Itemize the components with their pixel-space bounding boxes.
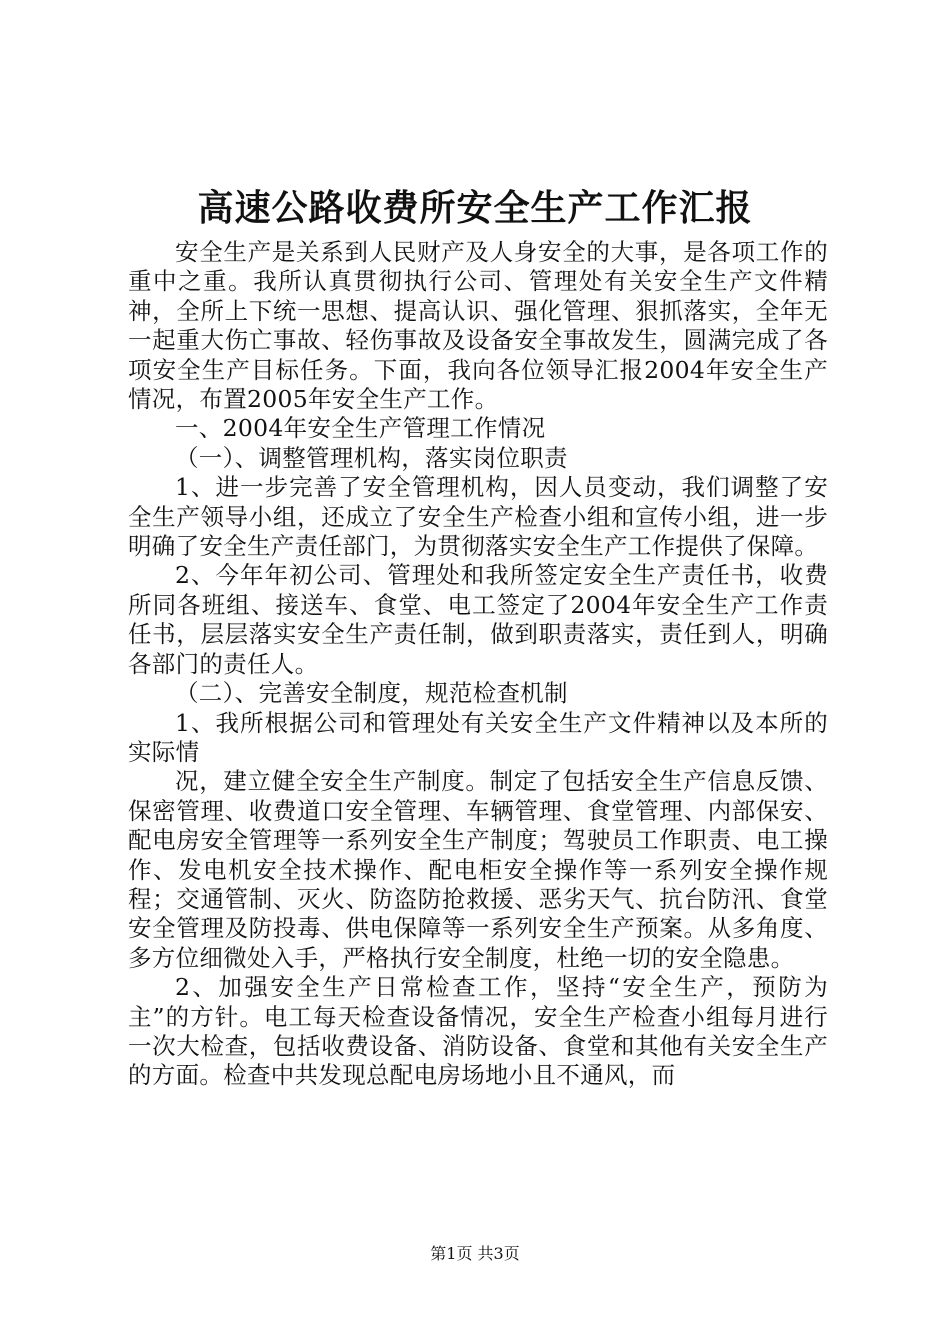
page-footer: 第1页 共3页 bbox=[430, 1244, 520, 1263]
paragraph-item-4: 2、加强安全生产日常检查工作，坚持“安全生产，预防为主”的方针。电工每天检查设备情况，安全生产检查小组每月进行一次大检查，包括收费设备、消防设备、食堂和其他有关安全生产的方面。检查中共发现总配电房场地小且不通风，而 bbox=[128, 973, 828, 1090]
paragraph-item-1: 1、进一步完善了安全管理机构，因人员变动，我们调整了安全生产领导小组，还成立了安全生产检查小组和宣传小组，进一步明确了安全生产责任部门，为贯彻落实安全生产工作提供了保障。 bbox=[128, 473, 828, 561]
paragraph-item-3-continued: 况，建立健全安全生产制度。制定了包括安全生产信息反馈、保密管理、收费道口安全管理、车辆管理、食堂管理、内部保安、配电房安全管理等一系列安全生产制度；驾驶员工作职责、电工操作、发电机安全技术操作、配电柜安全操作等一系列安全操作规程；交通管制、灭火、防盗防抢救援、恶劣天气、抗台防汛、食堂安全管理及防投毒、供电保障等一系列安全生产预案。从多角度、多方位细微处入手，严格执行安全制度，杜绝一切的安全隐患。 bbox=[128, 767, 828, 972]
paragraph-item-3: 1、我所根据公司和管理处有关安全生产文件精神以及本所的实际情 bbox=[128, 708, 828, 766]
subsection-heading-1: （一）、调整管理机构，落实岗位职责 bbox=[175, 443, 568, 472]
paragraph-intro: 安全生产是关系到人民财产及人身安全的大事，是各项工作的重中之重。我所认真贯彻执行公司、管理处有关安全生产文件精神，全所上下统一思想、提高认识、强化管理、狠抓落实，全年无一起重大伤亡事故、轻伤事故及设备安全事故发生，圆满完成了各项安全生产目标任务。下面，我向各位领导汇报2004年安全生产情况，布置2005年安全生产工作。 bbox=[128, 238, 828, 414]
document-body bbox=[128, 238, 828, 1091]
paragraph-item-2: 2、今年年初公司、管理处和我所签定安全生产责任书，收费所同各班组、接送车、食堂、电工签定了2004年安全生产工作责任书，层层落实安全生产责任制，做到职责落实，责任到人，明确各部门的责任人。 bbox=[128, 561, 828, 678]
document-title: 高速公路收费所安全生产工作汇报 bbox=[197, 187, 753, 229]
section-heading-1: 一、2004年安全生产管理工作情况 bbox=[175, 414, 546, 443]
subsection-heading-2: （二）、完善安全制度，规范检查机制 bbox=[175, 679, 568, 708]
